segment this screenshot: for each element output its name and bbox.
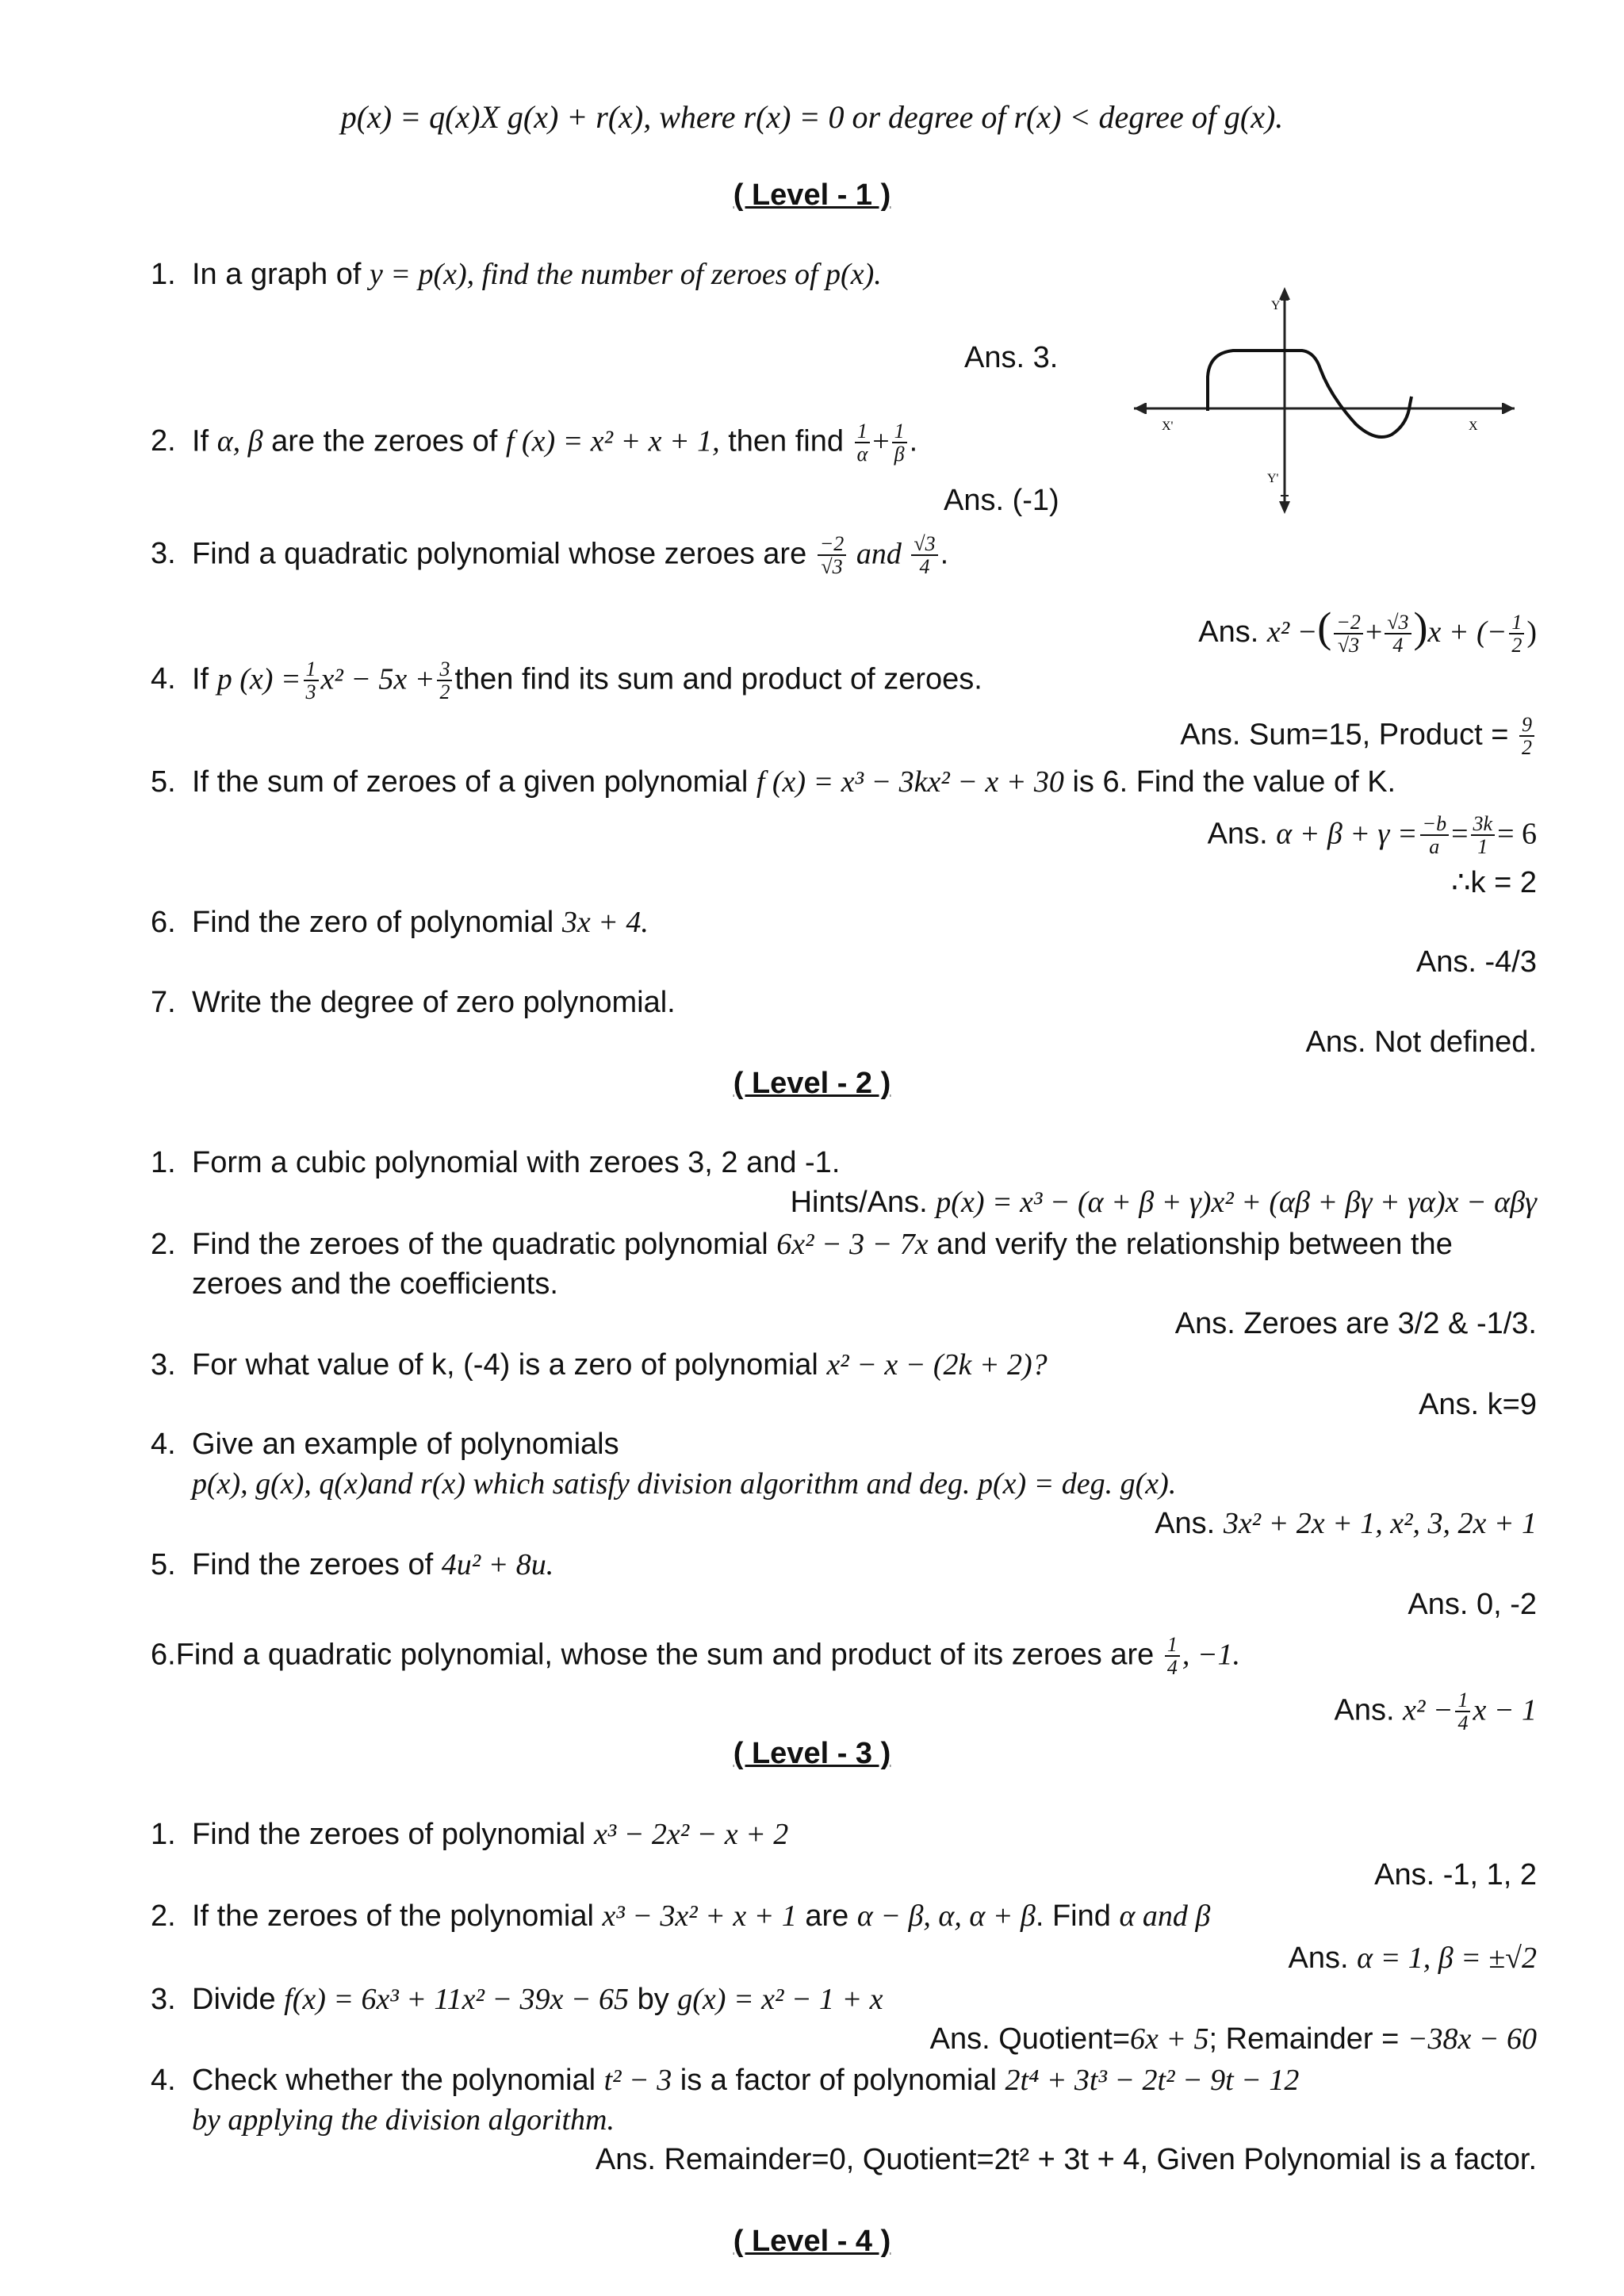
l1-question-2: 2. If α, β are the zeroes of f (x) = x² + x + 1, then find $\frac{1}{\alpha}$ + $\frac{1}{\beta}$ .	[151, 420, 918, 466]
level-3-heading: ( Level - 3 )	[733, 1737, 891, 1770]
l1-question-3: 3. Find a quadratic polynomial whose zeroes are $\frac{-2}{√3}$ and $\frac{√3}{4}$ .	[151, 532, 949, 579]
x-axis-arrow-right	[1503, 403, 1515, 414]
l3-question-4: 4. Check whether the polynomial t² − 3 is a factor of polynomial 2t⁴ + 3t³ − 2t² − 9t − 12	[151, 2064, 1300, 2097]
y-axis-label: Y	[1271, 299, 1281, 312]
l3-question-2: 2. If the zeroes of the polynomial x³ − 3x² + x + 1 are α − β, α, α + β. Find α and β	[151, 1899, 1211, 1933]
l2-question-4: 4. Give an example of polynomials	[151, 1428, 619, 1461]
l2-answer-4: Ans. 3x² + 2x + 1, x², 3, 2x + 1	[1155, 1507, 1537, 1540]
l1-answer-1: Ans. 3.	[964, 341, 1059, 374]
l3-question-4-line2: by applying the division algorithm.	[192, 2103, 615, 2137]
y-prime-label: Y'	[1267, 472, 1279, 485]
l1-question-7: 7. Write the degree of zero polynomial.	[151, 986, 676, 1019]
l1-answer-4: Ans. Sum=15, Product = $\frac{9}{2}$	[1180, 714, 1537, 759]
y-axis-arrow-down	[1279, 501, 1290, 514]
level-1-heading: ( Level - 1 )	[733, 178, 891, 212]
y-axis-arrow-up	[1279, 287, 1290, 300]
l3-answer-4: Ans. Remainder=0, Quotient=2t² + 3t + 4, Given Polynomial is a factor.	[595, 2143, 1537, 2176]
l1-answer-2: Ans. (-1)	[944, 484, 1059, 517]
division-algorithm-formula: p(x) = q(x)X g(x) + r(x), where r(x) = 0 or degree of r(x) < degree of g(x).	[340, 99, 1284, 135]
level-4-heading: ( Level - 4 )	[733, 2225, 891, 2258]
l1-question-6: 6. Find the zero of polynomial 3x + 4.	[151, 906, 649, 939]
l2-answer-2: Ans. Zeroes are 3/2 & -1/3.	[1174, 1307, 1537, 1340]
l3-answer-3: Ans. Quotient=6x + 5; Remainder = −38x − 60	[929, 2022, 1537, 2056]
l2-answer-5: Ans. 0, -2	[1408, 1588, 1537, 1621]
x-prime-label: X'	[1162, 420, 1174, 433]
l2-question-4-line2: p(x), g(x), q(x)and r(x) which satisfy division algorithm and deg. p(x) = deg. g(x).	[192, 1467, 1177, 1501]
l1-question-1: 1. In a graph of y = p(x), find the number of zeroes of p(x).	[151, 258, 882, 291]
l2-question-6: 6.Find a quadratic polynomial, whose the sum and product of its zeroes are $\frac{1}{4}$ , −1.	[151, 1633, 1240, 1680]
l2-question-1: 1. Form a cubic polynomial with zeroes 3, 2 and -1.	[151, 1146, 841, 1179]
l2-answer-1: Hints/Ans. p(x) = x³ − (α + β + γ)x² + (αβ + βγ + γα)x − αβγ	[790, 1186, 1537, 1219]
l2-question-2-line2: zeroes and the coefficients.	[192, 1267, 558, 1301]
l2-answer-3: Ans. k=9	[1419, 1388, 1537, 1421]
l2-answer-6: Ans. x² − $\frac{1}{4}$ x − 1	[1334, 1688, 1537, 1735]
l1-answer-3: Ans. x² −( $\frac{-2}{√3}$ + $\frac{√3}{4}$ )x + (− $\frac{1}{2}$ )	[1198, 604, 1537, 657]
l3-answer-1: Ans. -1, 1, 2	[1374, 1858, 1537, 1892]
x-axis-arrow-left	[1134, 403, 1145, 414]
l2-question-2: 2. Find the zeroes of the quadratic polynomial 6x² − 3 − 7x and verify the relationship between the	[151, 1228, 1453, 1261]
l1-question-5: 5. If the sum of zeroes of a given polynomial f (x) = x³ − 3kx² − x + 30 is 6. Find the value of K.	[151, 765, 1396, 799]
l3-answer-2: Ans. α = 1, β = ±√2	[1288, 1941, 1537, 1975]
l1-answer-7: Ans. Not defined.	[1305, 1025, 1537, 1059]
l3-question-1: 1. Find the zeroes of polynomial x³ − 2x² − x + 2	[151, 1818, 789, 1851]
polynomial-curve	[1208, 351, 1411, 437]
l2-question-5: 5. Find the zeroes of 4u² + 8u.	[151, 1548, 554, 1581]
l1-question-4: 4. If p (x) = $\frac{1}{3}$ x² − 5x + $\frac{3}{2}$ then find its sum and product of zeroes.	[151, 657, 982, 704]
l3-question-3: 3. Divide f(x) = 6x³ + 11x² − 39x − 65 by g(x) = x² − 1 + x	[151, 1983, 883, 2016]
polynomial-graph	[1126, 278, 1522, 516]
l1-answer-5-k: ∴k = 2	[1451, 866, 1537, 899]
x-axis-label: X	[1469, 420, 1478, 433]
level-2-heading: ( Level - 2 )	[733, 1067, 891, 1100]
l1-answer-6: Ans. -4/3	[1415, 945, 1537, 979]
l1-answer-5: Ans. α + β + γ = $\frac{-b}{a}$ = $\frac{3k}{1}$ = 6	[1207, 812, 1537, 859]
l2-question-3: 3. For what value of k, (-4) is a zero of polynomial x² − x − (2k + 2)?	[151, 1348, 1048, 1382]
